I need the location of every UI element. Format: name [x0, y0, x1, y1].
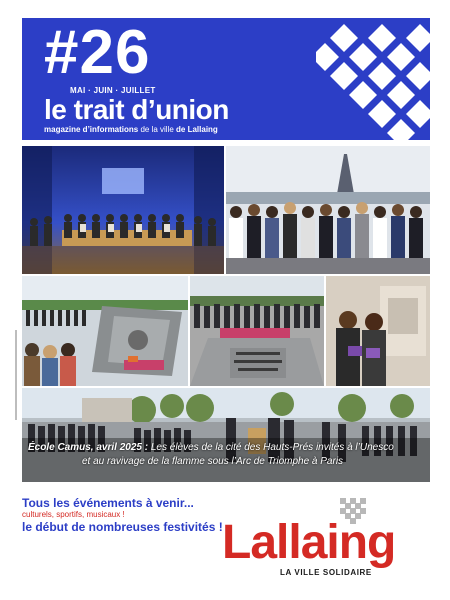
events-teaser [22, 496, 223, 534]
subtitle-part-1: magazine d’informations [44, 125, 139, 134]
lallaing-logo [222, 498, 432, 580]
events-subtitle: culturels, sportifs, musicaux ! [22, 510, 125, 519]
logo-tagline: LA VILLE SOLIDAIRE [280, 568, 372, 577]
checkerboard-pattern [316, 18, 430, 140]
photo-students-flowers [326, 276, 430, 386]
photo-eiffel-group [226, 146, 430, 274]
subtitle-part-3: de Lallaing [176, 125, 218, 134]
magazine-subtitle [44, 125, 218, 134]
caption-line-1 [28, 441, 394, 454]
caption-line-2: et au ravivage de la flamme sous l’Arc de Triomphe à Paris [82, 456, 344, 467]
magazine-title: le trait d’union [44, 94, 229, 125]
issue-dates: MAI · JUIN · JUILLET [70, 86, 156, 95]
events-tagline: le début de nombreuses festivités ! [22, 520, 223, 534]
photo-unesco-stage [22, 146, 224, 274]
photo-arc-flame [22, 276, 188, 386]
photo-unknown-soldier [190, 276, 324, 386]
logo-wordmark: Lallaing [222, 516, 396, 569]
photo-credit-strip [12, 330, 20, 420]
issue-number: #26 [44, 18, 151, 87]
caption-lead: École Camus, avril 2025 : [28, 442, 149, 453]
events-title: Tous les événements à venir... [22, 496, 194, 510]
subtitle-part-2: de la ville [138, 125, 177, 134]
photo-caption [22, 438, 430, 482]
caption-text-1: Les élèves de la cité des Hauts-Prés invités à l’Unesco [148, 442, 394, 453]
